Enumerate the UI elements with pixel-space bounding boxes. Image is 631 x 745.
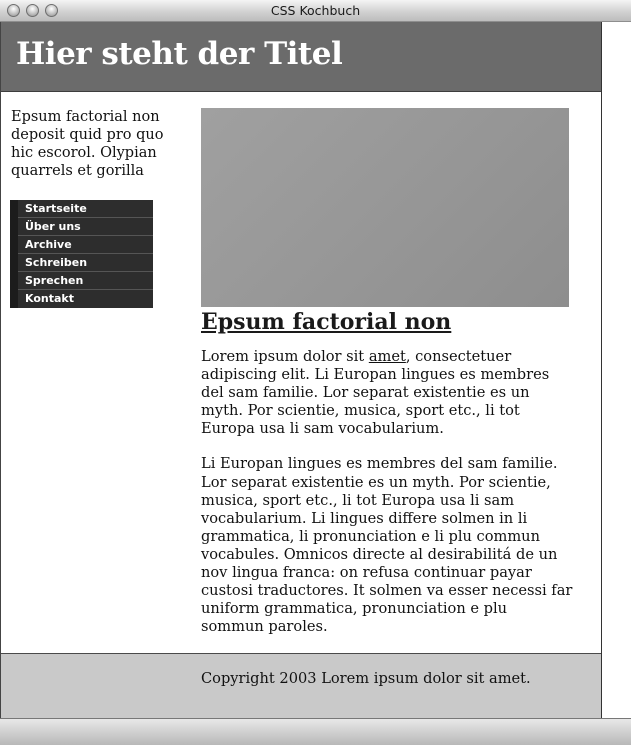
window-title: CSS Kochbuch — [270, 3, 361, 18]
article-heading[interactable]: Epsum factorial non — [201, 309, 452, 335]
nav-item-sprechen[interactable]: Sprechen — [18, 272, 153, 290]
nav-item-startseite[interactable]: Startseite — [18, 200, 153, 218]
main-content — [201, 307, 573, 636]
window-titlebar[interactable] — [0, 0, 631, 22]
amet-link[interactable]: amet — [368, 348, 406, 365]
nav-item-archive[interactable]: Archive — [18, 236, 153, 254]
article-paragraph-2: Li Europan lingues es membres del sam familie. Lor separat existentie es un myth. Por scientie, musica, sport etc., li tot Europa usa li sam vocabularium. Li lingues differe solmen in li grammatica, li pronunciation e li plu commun vocabules. Omnicos directe al desirabilitá de un nov lingua franca: on refusa continuar payar custosi traductores. It solmen va esser necessi far uniform grammatica, pronunciation e plu sommun paroles. — [201, 455, 573, 636]
nav-item-kontakt[interactable]: Kontakt — [25, 292, 74, 305]
page-content — [0, 22, 601, 718]
nav-item-schreiben[interactable]: Schreiben — [18, 254, 153, 272]
paragraph-1-text-end: , consectetuer adipiscing elit. Li Europan lingues es membres del sam familie. Lor separat existentie es un myth. Por scientie, musica, sport etc., li tot Europa usa li sam vocabularium. — [201, 348, 550, 438]
scrollbar-area[interactable] — [601, 22, 631, 718]
sidebar-nav — [10, 200, 153, 308]
site-header — [1, 22, 601, 92]
hero-image-placeholder — [201, 108, 569, 307]
site-footer — [1, 653, 601, 718]
copyright-text: Copyright 2003 Lorem ipsum dolor sit amet. — [201, 670, 531, 687]
paragraph-1-text-start: Lorem ipsum dolor sit — [201, 348, 369, 365]
nav-item-ueber-uns[interactable]: Über uns — [18, 218, 153, 236]
article-paragraph-1 — [201, 348, 573, 438]
site-title: Hier steht der Titel — [16, 36, 343, 72]
sidebar-intro: Epsum factorial non deposit quid pro quo hic escorol. Olypian quarrels et gorilla — [11, 109, 164, 179]
window-bottom-bar — [0, 718, 631, 745]
